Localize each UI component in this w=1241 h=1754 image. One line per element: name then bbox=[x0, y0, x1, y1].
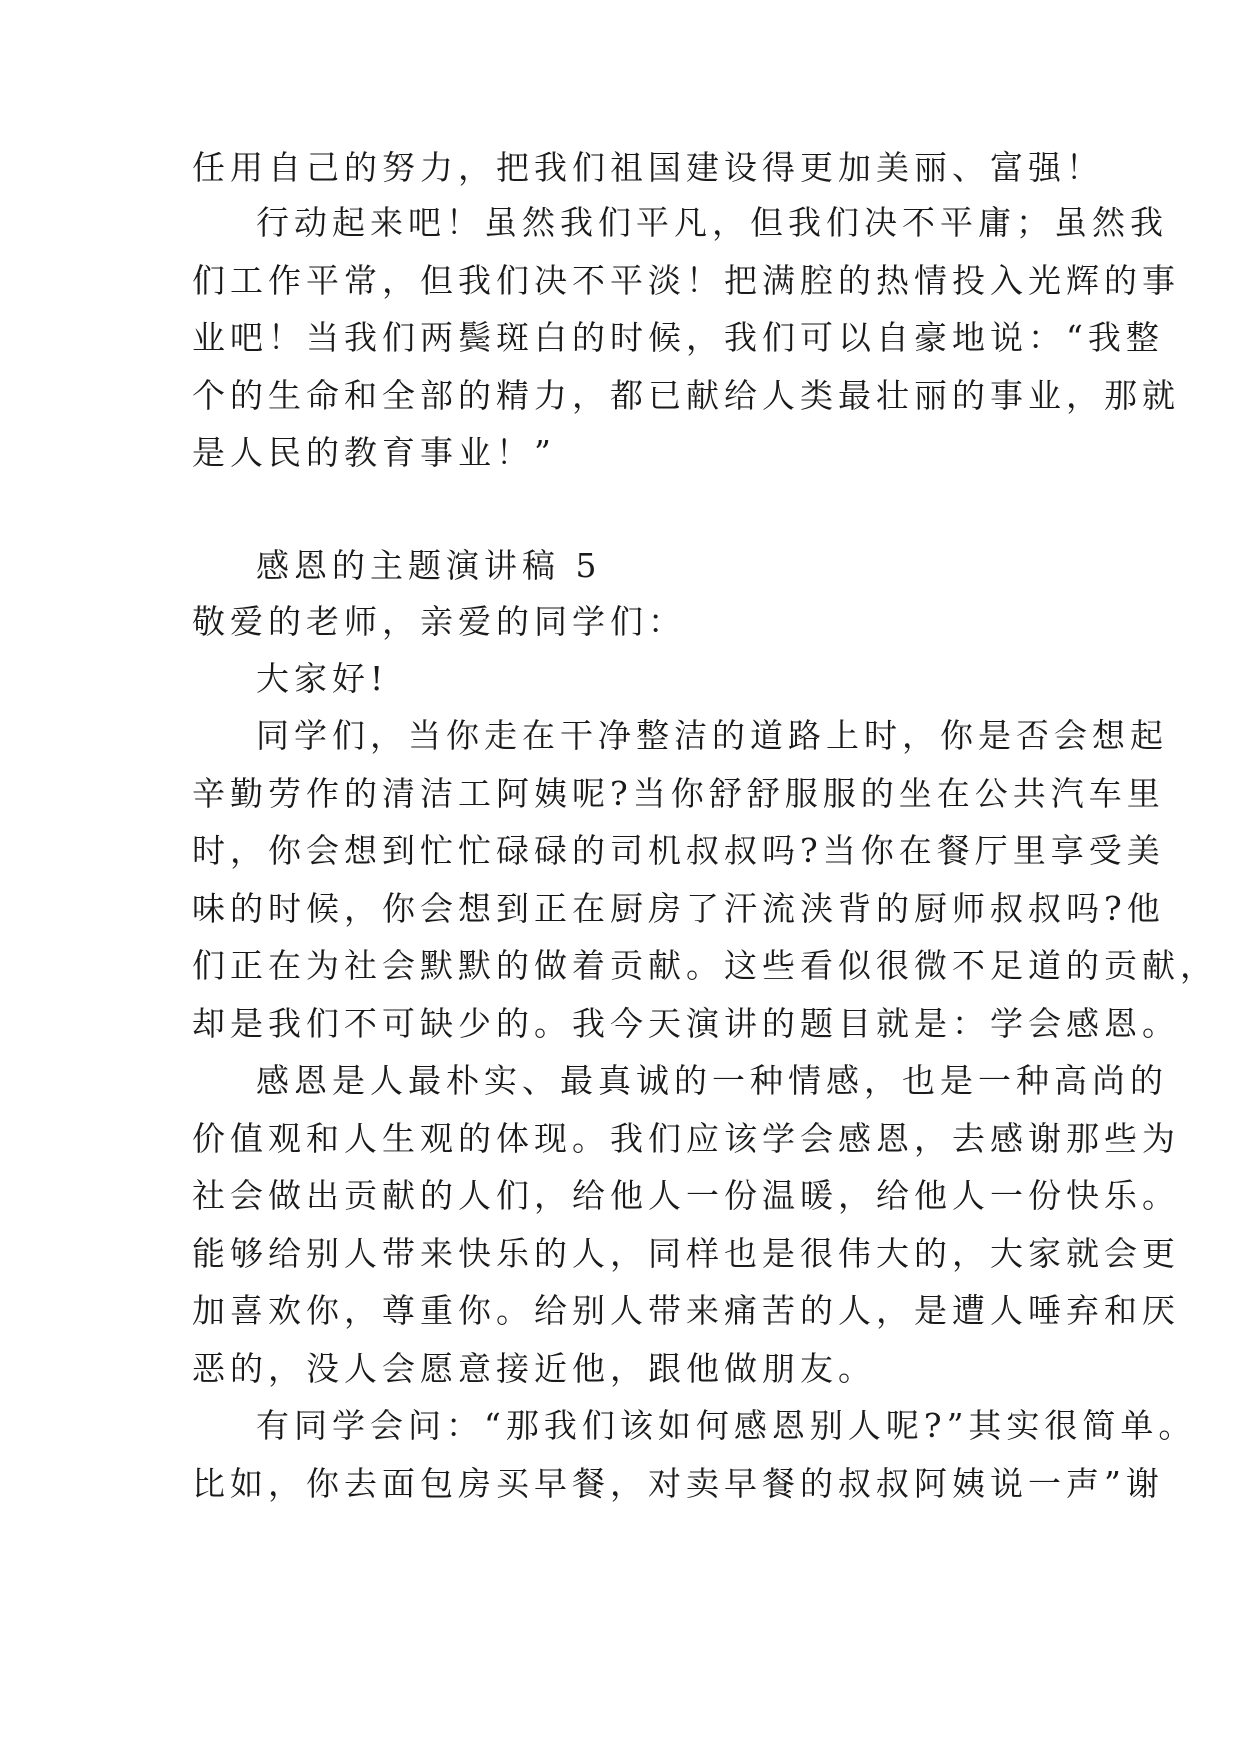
paragraph-line: 价值观和人生观的体现。我们应该学会感恩，去感谢那些为 bbox=[192, 1119, 1180, 1158]
paragraph-line: 有同学会问：“那我们该如何感恩别人呢?”其实很简单。 bbox=[256, 1406, 1197, 1445]
paragraph-line: 是人民的教育事业！” bbox=[192, 433, 556, 472]
paragraph-line: 时，你会想到忙忙碌碌的司机叔叔吗?当你在餐厅里享受美 bbox=[192, 831, 1165, 870]
paragraph-line: 恶的，没人会愿意接近他，跟他做朋友。 bbox=[192, 1349, 876, 1388]
paragraph-line: 感恩是人最朴实、最真诚的一种情感，也是一种高尚的 bbox=[256, 1061, 1168, 1100]
paragraph-line: 们正在为社会默默的做着贡献。这些看似很微不足道的贡献， bbox=[192, 946, 1218, 985]
paragraph-line: 能够给别人带来快乐的人，同样也是很伟大的，大家就会更 bbox=[192, 1234, 1180, 1273]
paragraph-line: 行动起来吧！虽然我们平凡，但我们决不平庸；虽然我 bbox=[256, 203, 1168, 242]
salutation: 敬爱的老师，亲爱的同学们： bbox=[192, 602, 686, 641]
paragraph-line: 辛勤劳作的清洁工阿姨呢?当你舒舒服服的坐在公共汽车里 bbox=[192, 774, 1165, 813]
paragraph-line: 业吧！当我们两鬓斑白的时候，我们可以自豪地说：“我整 bbox=[192, 318, 1164, 357]
paragraph-line: 社会做出贡献的人们，给他人一份温暖，给他人一份快乐。 bbox=[192, 1176, 1180, 1215]
paragraph-line: 个的生命和全部的精力，都已献给人类最壮丽的事业，那就 bbox=[192, 376, 1180, 415]
paragraph-line: 同学们，当你走在干净整洁的道路上时，你是否会想起 bbox=[256, 716, 1168, 755]
paragraph-line: 比如，你去面包房买早餐，对卖早餐的叔叔阿姨说一声”谢 bbox=[192, 1464, 1164, 1503]
greeting: 大家好! bbox=[256, 659, 389, 698]
paragraph-line: 却是我们不可缺少的。我今天演讲的题目就是：学会感恩。 bbox=[192, 1004, 1180, 1043]
paragraph-line: 们工作平常，但我们决不平淡！把满腔的热情投入光辉的事 bbox=[192, 261, 1180, 300]
paragraph-line: 任用自己的努力，把我们祖国建设得更加美丽、富强！ bbox=[192, 148, 1104, 187]
paragraph-line: 味的时候，你会想到正在厨房了汗流浃背的厨师叔叔吗?他 bbox=[192, 889, 1165, 928]
paragraph-line: 加喜欢你，尊重你。给别人带来痛苦的人，是遭人唾弃和厌 bbox=[192, 1291, 1180, 1330]
section-title: 感恩的主题演讲稿 5 bbox=[256, 546, 602, 585]
